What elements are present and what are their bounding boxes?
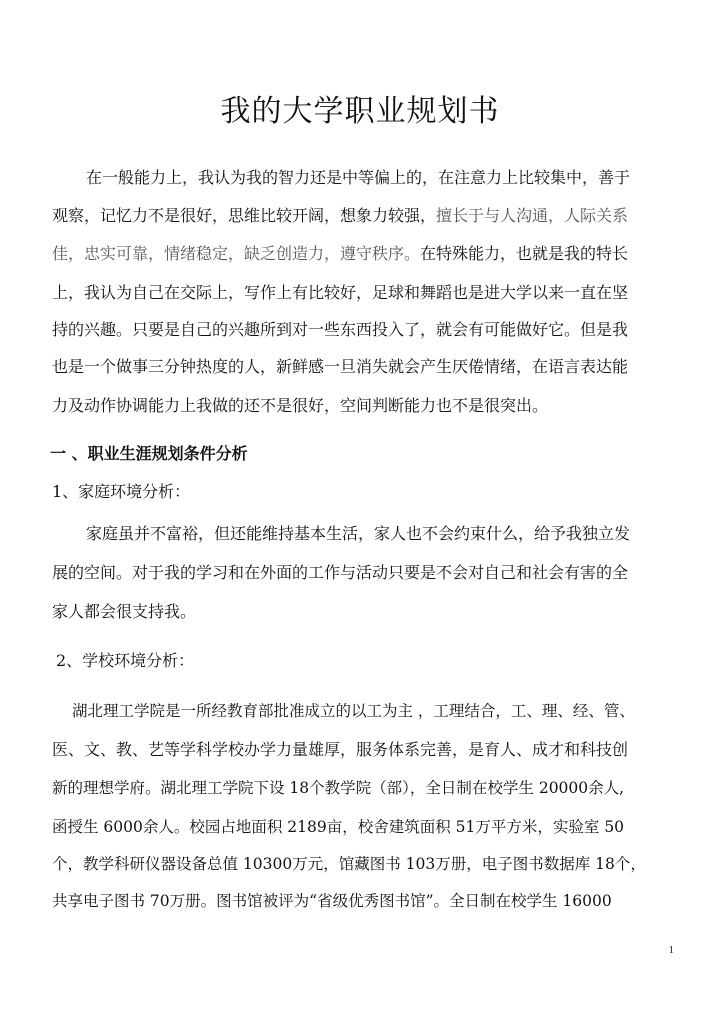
- intro-line-4: 上，我认为自己在交际上，写作上有比较好，足球和舞蹈也是进大学以来一直在坚: [52, 283, 629, 302]
- intro-line-5: 持的兴趣。只要是自己的兴趣所到对一些东西投入了，就会有可能做好它。但是我: [52, 320, 629, 339]
- family-line-3: 家人都会很支持我。: [52, 602, 197, 621]
- intro-line-2: [52, 206, 672, 226]
- school-line-5: 个，教学科研仪器设备总值 10300万元，馆藏图书 103万册，电子图书数据库 18个，: [52, 855, 646, 873]
- school-line-1: 湖北理工学院是一所经教育部批准成立的以工为主 ，工理结合，工、理、经、管、: [72, 702, 635, 720]
- school-line-6: 共享电子图书 70万册。图书馆被评为“省级优秀图书馆”。全日制在校学生 16000: [52, 892, 612, 910]
- page-number: 1: [668, 944, 674, 956]
- intro-line-3: [52, 244, 672, 264]
- intro-line-6: 也是一个做事三分钟热度的人，新鲜感一旦消失就会产生厌倦情绪，在语言表达能: [52, 357, 629, 376]
- school-line-3: 新的理想学府。湖北理工学院下设 18个教学院（部），全日制在校学生 20000余人,: [52, 779, 625, 797]
- subheading-school: 2、学校环境分析：: [56, 651, 195, 670]
- intro-line-7: 力及动作协调能力上我做的还不是很好，空间判断能力也不是很突出。: [52, 396, 549, 415]
- page-title: 我的大学职业规划书: [220, 94, 500, 129]
- family-line-2: 展的空间。对于我的学习和在外面的工作与活动只要是不会对自己和社会有害的全: [52, 563, 629, 582]
- intro-line-3-text: 在特殊能力，也就是我的特长: [420, 244, 629, 263]
- intro-line-1: 在一般能力上，我认为我的智力还是中等偏上的，在注意力上比较集中，善于: [86, 168, 631, 187]
- family-line-1: 家庭虽并不富裕，但还能维持基本生活，家人也不会约束什么，给予我独立发: [86, 524, 631, 543]
- school-line-2: 医、文、教、艺等学科学校办学力量雄厚，服务体系完善，是育人、成才和科技创: [52, 740, 629, 759]
- section-heading: 一 、职业生涯规划条件分析: [50, 444, 248, 463]
- intro-line-2-highlight: 擅长于与人沟通，人际关系: [436, 206, 629, 225]
- intro-line-3-highlight: 佳，忠实可靠，情绪稳定，缺乏创造力，遵守秩序。: [52, 244, 421, 263]
- school-line-4: 函授生 6000余人。校园占地面积 2189亩，校舍建筑面积 51万平方米，实验室 50: [52, 818, 625, 836]
- intro-line-2-text: 观察，记忆力不是很好，思维比较开阔，想象力较强，: [52, 206, 437, 225]
- subheading-family: 1、家庭环境分析：: [52, 482, 191, 501]
